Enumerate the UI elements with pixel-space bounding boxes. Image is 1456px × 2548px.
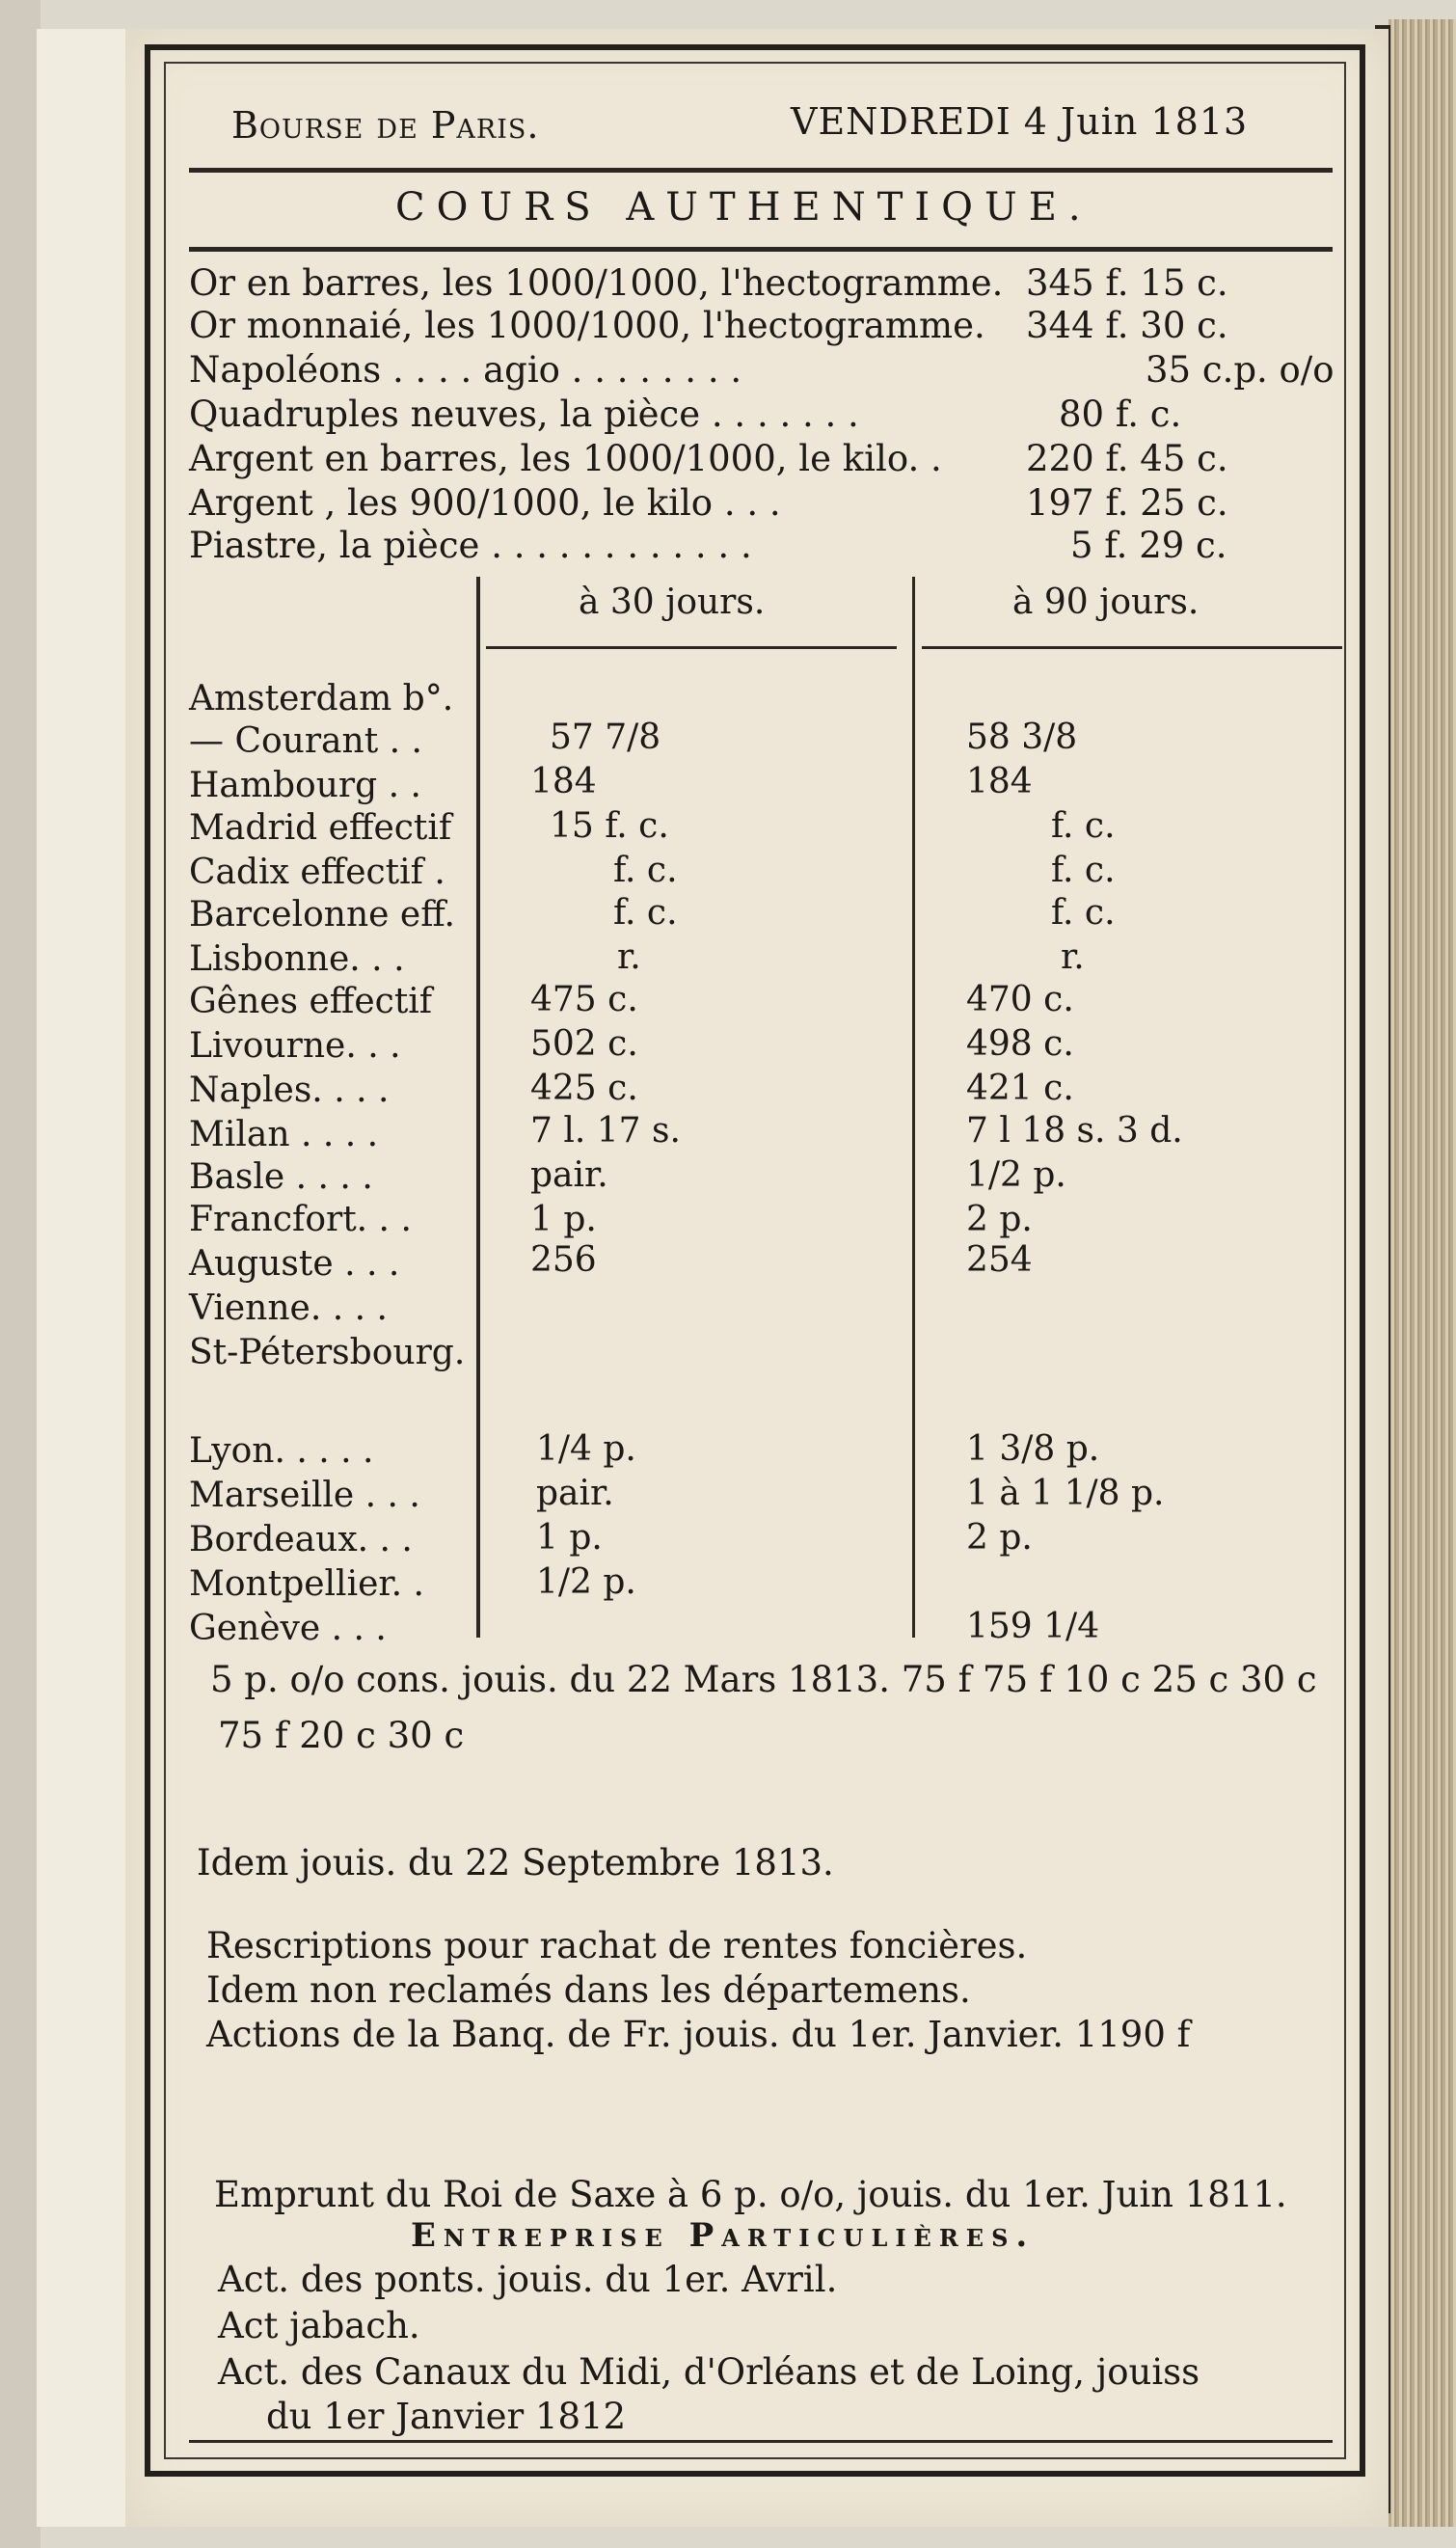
rentes-line: Idem jouis. du 22 Septembre 1813. <box>197 1842 834 1884</box>
header-left: Bourse de Paris. <box>231 104 540 147</box>
exchange-city: Lisbonne. . . <box>189 939 405 979</box>
rescriptions-line: Rescriptions pour rachat de rentes foncières. <box>206 1925 1028 1966</box>
rate-90-days: 184 <box>966 762 1033 801</box>
rescriptions-line: Idem non reclamés dans les départemens. <box>206 1969 971 2011</box>
exchange-city: Auguste . . . <box>189 1244 400 1284</box>
rate-30-days: pair. <box>530 1155 608 1195</box>
rate-30-days: f. c. <box>613 851 678 890</box>
rate-90-days: 2 p. <box>966 1200 1033 1239</box>
exchange-city: Amsterdam b°. <box>189 679 454 718</box>
exchange-city: — Courant . . <box>189 721 422 761</box>
book-gutter <box>0 0 40 2548</box>
metal-price: 80 f. c. <box>1059 393 1182 435</box>
rate-90-days: 498 c. <box>966 1024 1074 1064</box>
rate-90-days: f. c. <box>1051 806 1116 846</box>
metal-price: 35 c.p. o/o <box>1146 349 1335 391</box>
column-divider-2 <box>912 577 915 1638</box>
page-title: COURS AUTHENTIQUE. <box>395 185 1092 230</box>
header-date: VENDREDI 4 Juin 1813 <box>791 100 1249 143</box>
metal-label: Piastre, la pièce . . . . . . . . . . . . <box>189 525 752 566</box>
rate-90-days: 1/2 p. <box>966 1155 1066 1195</box>
exchange-city: Vienne. . . . <box>189 1288 388 1328</box>
metal-price: 220 f. 45 c. <box>1026 438 1228 479</box>
exchange-city: Hambourg . . <box>189 766 421 805</box>
rate-30-days: 15 f. c. <box>550 806 669 846</box>
rate-30-days: 57 7/8 <box>550 718 661 757</box>
exchange-city: Basle . . . . <box>189 1157 373 1197</box>
exchange-city: St-Pétersbourg. <box>189 1333 466 1372</box>
exchange-city: Marseille . . . <box>189 1476 420 1515</box>
exchange-city: Genève . . . <box>189 1609 387 1648</box>
rate-30-days: 184 <box>530 762 597 801</box>
rate-90-days: 7 l 18 s. 3 d. <box>966 1111 1183 1151</box>
rate-30-days: r. <box>617 937 641 977</box>
metal-label: Or en barres, les 1000/1000, l'hectogramme. <box>189 262 1004 304</box>
column-header-30-days: à 30 jours. <box>579 583 766 622</box>
metal-label: Argent , les 900/1000, le kilo . . . <box>189 482 781 524</box>
rate-90-days: 254 <box>966 1240 1033 1280</box>
metal-label: Napoléons . . . . agio . . . . . . . . <box>189 349 742 391</box>
rate-90-days: 470 c. <box>966 980 1074 1019</box>
exchange-city: Bordeaux. . . <box>189 1520 413 1559</box>
emprunt-line: Emprunt du Roi de Saxe à 6 p. o/o, jouis. du 1er. Juin 1811. <box>214 2174 1287 2215</box>
entreprise-line: Act. des ponts. jouis. du 1er. Avril. <box>218 2259 838 2300</box>
rate-90-days: 58 3/8 <box>966 718 1078 757</box>
rate-90-days: 1 à 1 1/8 p. <box>966 1474 1165 1513</box>
entreprise-line: du 1er Janvier 1812 <box>266 2396 627 2437</box>
rate-90-days: f. c. <box>1051 893 1116 933</box>
exchange-city: Francfort. . . <box>189 1200 412 1239</box>
rate-30-days: 475 c. <box>530 980 638 1019</box>
rate-30-days: 1 p. <box>530 1200 597 1239</box>
rate-30-days: 1/4 p. <box>536 1429 636 1469</box>
entreprise-line: Act jabach. <box>218 2305 420 2346</box>
rate-90-days: f. c. <box>1051 851 1116 890</box>
exchange-city: Barcelonne eff. <box>189 895 455 935</box>
rate-30-days: 7 l. 17 s. <box>530 1111 681 1151</box>
title-rule <box>189 247 1333 252</box>
metal-label: Or monnaié, les 1000/1000, l'hectogramme. <box>189 305 985 346</box>
exchange-city: Naples. . . . <box>189 1071 390 1110</box>
metal-price: 344 f. 30 c. <box>1026 305 1228 346</box>
exchange-city: Gênes effectif <box>189 982 433 1021</box>
header-rule <box>189 168 1333 173</box>
rate-30-days: pair. <box>536 1474 614 1513</box>
rate-90-days: 159 1/4 <box>966 1607 1100 1646</box>
exchange-city: Madrid effectif <box>189 808 452 848</box>
rentes-line: 75 f 20 c 30 c <box>218 1715 465 1756</box>
metal-price: 345 f. 15 c. <box>1026 262 1228 304</box>
column-header-rule-90 <box>922 646 1342 649</box>
rate-30-days: 1 p. <box>536 1518 603 1558</box>
rate-30-days: 502 c. <box>530 1024 638 1064</box>
metal-label: Quadruples neuves, la pièce . . . . . . . <box>189 393 859 435</box>
rescriptions-line: Actions de la Banq. de Fr. jouis. du 1er. Janvier. 1190 f <box>206 2014 1191 2055</box>
exchange-city: Montpellier. . <box>189 1564 424 1604</box>
rate-30-days: 256 <box>530 1240 597 1280</box>
exchange-city: Lyon. . . . . <box>189 1431 374 1471</box>
rate-90-days: 2 p. <box>966 1518 1033 1558</box>
column-divider-1 <box>476 577 480 1638</box>
rate-30-days: f. c. <box>613 893 678 933</box>
metal-label: Argent en barres, les 1000/1000, le kilo. . <box>189 438 942 479</box>
rate-30-days: 425 c. <box>530 1069 638 1108</box>
exchange-city: Milan . . . . <box>189 1115 379 1154</box>
exchange-city: Livourne. . . <box>189 1026 401 1066</box>
rate-90-days: 1 3/8 p. <box>966 1429 1100 1469</box>
page-edges <box>1389 19 1456 2527</box>
column-header-rule-30 <box>486 646 897 649</box>
rate-30-days: 1/2 p. <box>536 1562 636 1602</box>
exchange-city: Cadix effectif . <box>189 853 445 892</box>
rate-90-days: 421 c. <box>966 1069 1074 1108</box>
rate-90-days: r. <box>1061 937 1085 977</box>
footer-rule <box>189 2440 1333 2443</box>
metal-price: 5 f. 29 c. <box>1070 525 1227 566</box>
rentes-line: 5 p. o/o cons. jouis. du 22 Mars 1813. 75 f 75 f 10 c 25 c 30 c <box>210 1659 1317 1700</box>
metal-price: 197 f. 25 c. <box>1026 482 1228 524</box>
entreprises-heading: Entreprise Particulières. <box>411 2216 1036 2255</box>
entreprise-line: Act. des Canaux du Midi, d'Orléans et de Loing, jouiss <box>218 2351 1200 2393</box>
column-header-90-days: à 90 jours. <box>1012 583 1200 622</box>
